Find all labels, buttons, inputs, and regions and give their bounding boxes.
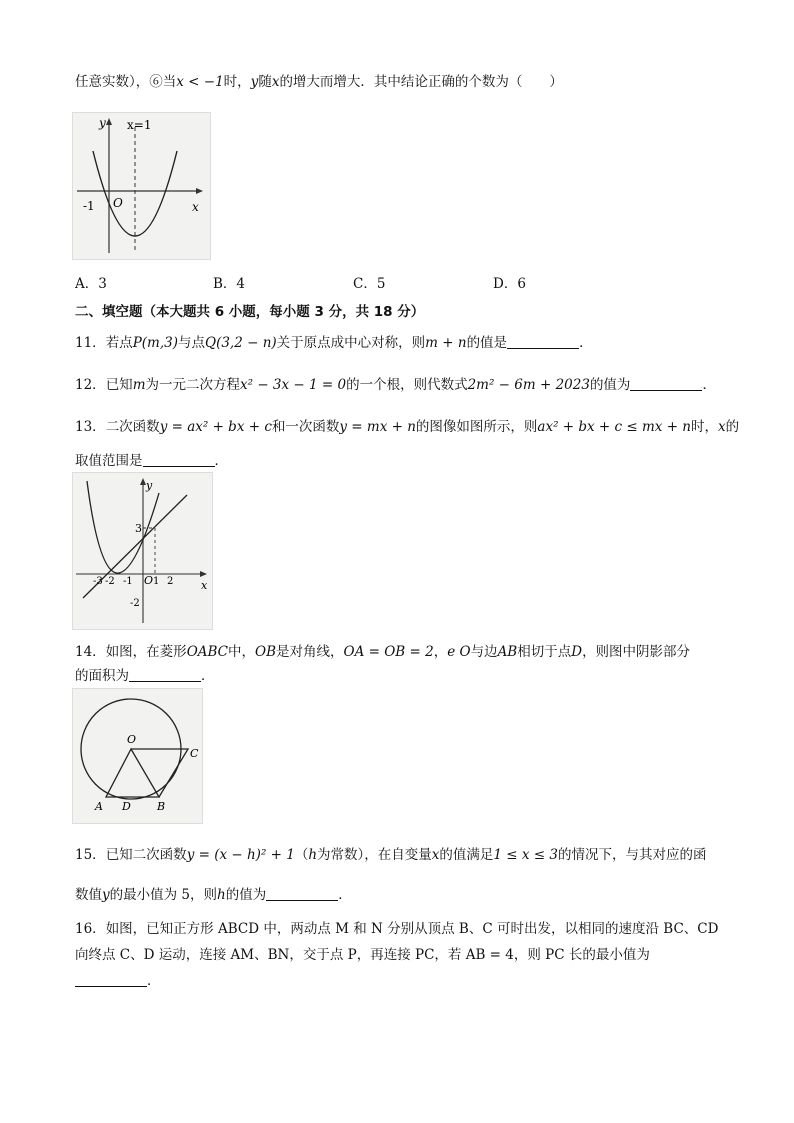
- q16-line2: 向终点 C、D 运动，连接 AM、BN，交于点 P，再连接 PC，若 AB = 4，则 PC 长的最小值为: [75, 947, 650, 963]
- q12-math-equation: x² − 3x − 1 = 0: [240, 377, 347, 393]
- q15-var-h2: h: [217, 887, 226, 903]
- q15-answer-blank[interactable]: [266, 886, 338, 901]
- q13-text-c: 的图像如图所示，则: [415, 419, 538, 435]
- q10-y-arrow: [106, 118, 112, 125]
- q15-text-d: 的值满足: [439, 847, 494, 863]
- q13-tick-1: 1: [153, 576, 160, 587]
- q13-math-quadratic: y = ax² + bx + c: [159, 419, 272, 435]
- q13-tick-y3: 3: [135, 522, 142, 535]
- q10-continuation: [75, 70, 563, 90]
- q11-end: ．: [579, 335, 593, 351]
- q10-label-neg1: -1: [83, 199, 95, 213]
- q14-label-c: C: [190, 747, 199, 760]
- q10-label-origin: O: [113, 196, 123, 210]
- q16-end: ．: [147, 973, 161, 989]
- q15-text-f: 数值: [75, 887, 102, 903]
- q10-var-x: x: [271, 74, 280, 90]
- q16-line1: [75, 917, 718, 937]
- q14-math-circle: e O: [447, 644, 471, 660]
- q13-answer-blank[interactable]: [143, 452, 215, 467]
- q10-option-b[interactable]: B．4: [213, 276, 246, 292]
- q14-math-rhombus: OABC: [186, 644, 229, 660]
- q11: [75, 331, 593, 351]
- q12-text-c: 的一个根，则代数式: [346, 377, 468, 393]
- q14-label-d: D: [122, 800, 131, 813]
- q14-math-ob: OB: [255, 644, 277, 660]
- section-heading: 二、填空题（本大题共 6 小题，每小题 3 分，共 18 分）: [75, 304, 425, 320]
- q11-math-p: P(m,3): [132, 335, 178, 351]
- q10-text-b: 时，: [223, 74, 251, 90]
- q14-number: 14．: [75, 644, 106, 660]
- q10-x-arrow: [196, 188, 203, 194]
- q10-label-y: y: [99, 116, 106, 130]
- q16-text-a: 如图，已知正方形 ABCD 中，两动点 M 和 N 分别从顶点 B、C 可时出发，以相同的速度沿 BC、CD: [105, 921, 719, 937]
- q11-answer-blank[interactable]: [507, 334, 579, 349]
- q14-line2: [75, 664, 215, 684]
- q14-line1: [75, 640, 690, 660]
- q13-tick-neg2: -2: [105, 576, 115, 587]
- q15-line2: [75, 883, 352, 903]
- q13-text-e: 的: [725, 419, 740, 435]
- q15-text-e: 的情况下，与其对应的函: [558, 847, 707, 863]
- q10-option-a[interactable]: A．3: [75, 276, 107, 292]
- q15-text-g: 的最小值为 5，则: [109, 887, 218, 903]
- q15-math-range: 1 ≤ x ≤ 3: [493, 847, 559, 863]
- q14-text-f: 相切于点: [517, 644, 572, 660]
- q12-number: 12．: [75, 377, 106, 393]
- q10-label-x1: x=1: [127, 118, 152, 132]
- q12-end: ．: [702, 377, 716, 393]
- q15-text-h: 的值为: [225, 887, 267, 903]
- q10-option-d[interactable]: D．6: [493, 276, 526, 292]
- q13-label-y: y: [146, 479, 153, 492]
- q14-math-ab: AB: [497, 644, 518, 660]
- q10-text-c: 随: [258, 74, 272, 90]
- q13-math-inequality: ax² + bx + c ≤ mx + n: [537, 419, 691, 435]
- q13-tick-neg3: -3: [93, 576, 103, 587]
- q13-label-origin: O: [144, 574, 154, 587]
- q14-text-a: 如图，在菱形: [105, 644, 187, 660]
- q14-triangle-oab: [106, 749, 159, 797]
- q13-line1: [75, 415, 739, 435]
- q13-text-d: 时，: [691, 419, 718, 435]
- q13-tick-2: 2: [167, 576, 174, 587]
- q12-text-a: 已知: [105, 377, 133, 393]
- q12-text-b: 为一元二次方程: [145, 377, 240, 393]
- q10-math-a: x < −1: [176, 74, 224, 90]
- q11-math-mn: m + n: [425, 335, 467, 351]
- q11-number: 11．: [75, 335, 106, 351]
- q14-text-d: ，: [433, 644, 448, 660]
- q11-text-b: 与点: [178, 335, 205, 351]
- q15-text-b: （: [294, 847, 309, 863]
- q14-math-d: D: [571, 644, 583, 660]
- q13-end: ．: [214, 453, 228, 469]
- q14-text-g: ，则图中阴影部分: [582, 644, 691, 660]
- q15-var-y: y: [102, 887, 110, 903]
- q14-figure: [72, 688, 203, 824]
- q13-text-range: 取值范围是: [75, 453, 143, 469]
- q15-var-h: h: [308, 847, 318, 863]
- q10-text-d: 的增大而增大．其中结论正确的个数为（ ）: [279, 74, 563, 90]
- q13-figure: [72, 472, 213, 630]
- q14-text-area: 的面积为: [75, 668, 129, 684]
- q14-label-a: A: [95, 800, 103, 813]
- q14-text-b: 中，: [228, 644, 256, 660]
- q15-var-x: x: [431, 847, 440, 863]
- q15-text-a: 已知二次函数: [105, 847, 187, 863]
- q11-text-c: 关于原点成中心对称，则: [276, 335, 426, 351]
- q11-text-d: 的值是: [466, 335, 508, 351]
- q13-tick-y-neg2: -2: [130, 598, 140, 609]
- q10-text-a: 任意实数），⑥当: [75, 74, 177, 90]
- q15-text-c: 为常数），在自变量: [317, 847, 432, 863]
- q16-line3: [75, 969, 161, 989]
- q10-var-y: y: [250, 74, 259, 90]
- q12-math-m: m: [132, 377, 146, 393]
- q15-end: ．: [338, 887, 352, 903]
- q13-text-a: 二次函数: [105, 419, 160, 435]
- q10-figure: [72, 112, 211, 260]
- q10-option-c[interactable]: C．5: [353, 276, 386, 292]
- q12-answer-blank[interactable]: [630, 376, 702, 391]
- q13-text-b: 和一次函数: [271, 419, 340, 435]
- q11-math-q: Q(3,2 − n): [205, 335, 277, 351]
- q14-math-lengths: OA = OB = 2: [343, 644, 434, 660]
- q14-label-o: O: [127, 733, 137, 746]
- q14-text-c: 是对角线，: [276, 644, 344, 660]
- q13-number: 13．: [75, 419, 106, 435]
- q14-text-e: 与边: [470, 644, 498, 660]
- q14-end: ．: [201, 668, 215, 684]
- q14-answer-blank[interactable]: [129, 667, 201, 682]
- q15-line1: [75, 843, 707, 863]
- q15-number: 15．: [75, 847, 106, 863]
- q12-text-d: 的值为: [589, 377, 631, 393]
- q13-line2: [75, 449, 228, 469]
- q11-text-a: 若点: [105, 335, 133, 351]
- q13-var-x: x: [718, 419, 726, 435]
- q13-math-linear: y = mx + n: [339, 419, 416, 435]
- q13-label-x: x: [201, 579, 208, 592]
- q16-answer-blank[interactable]: [75, 972, 147, 987]
- q16-number: 16．: [75, 921, 106, 937]
- q12: [75, 373, 716, 393]
- q15-math-function: y = (x − h)² + 1: [186, 847, 295, 863]
- q12-math-expression: 2m² − 6m + 2023: [467, 377, 590, 393]
- q13-tick-neg1: -1: [123, 576, 133, 587]
- q13-x-arrow: [200, 571, 207, 577]
- q10-label-x: x: [192, 200, 199, 214]
- q14-label-b: B: [157, 800, 166, 813]
